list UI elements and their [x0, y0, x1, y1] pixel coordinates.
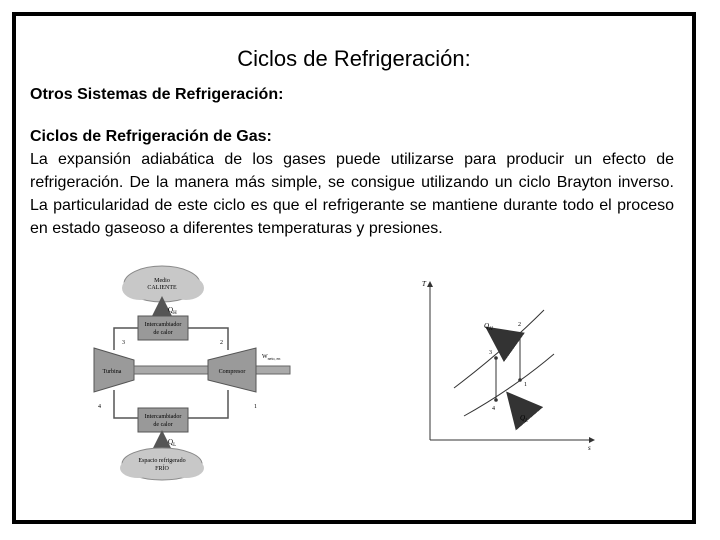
hx-top-label-2: de calor	[153, 330, 173, 336]
compressor-label: Compresor	[218, 369, 246, 375]
ts-ql-label: $Q_L$	[520, 414, 528, 424]
cold-space-label-1: Espacio refrigerado	[138, 458, 186, 464]
cold-space-label-2: FRÍO	[155, 466, 169, 472]
cycle-process-lines	[494, 332, 522, 402]
ts-state-2: 2	[518, 322, 521, 328]
hot-medium-label-1: Medio	[154, 278, 170, 284]
state-1-label: 1	[254, 404, 257, 410]
high-pressure-isobar	[454, 310, 544, 388]
s-axis-label: s	[588, 444, 591, 452]
ts-qh-label: $Q_H$	[484, 322, 493, 332]
qh-label: $Q_H$	[168, 306, 177, 316]
state-4-label: 4	[98, 404, 101, 410]
ts-diagram	[404, 270, 600, 452]
ts-axes	[422, 280, 594, 452]
hx-bottom-label-2: de calor	[153, 422, 173, 428]
slide-title: Ciclos de Refrigeración:	[237, 46, 471, 71]
hot-medium-cloud	[122, 266, 204, 302]
hx-top-label-1: Intercambiador	[144, 322, 182, 328]
ts-state-3: 3	[489, 350, 492, 356]
subtitle: Otros Sistemas de Refrigeración:	[30, 86, 284, 103]
body-paragraph: La expansión adiabática de los gases puede utilizarse para producir un efecto de refrigeración. De la manera más simple, se consigue utilizando un ciclo Brayton inverso. La particularidad de este ciclo es que el refrigerante se mantiene durante todo el proceso en estado gaseoso a diferentes temperaturas y presiones.	[30, 151, 674, 237]
section-heading: Ciclos de Refrigeración de Gas:	[30, 128, 272, 145]
hx-bottom-label-1: Intercambiador	[144, 414, 182, 420]
t-axis-label: T	[422, 280, 426, 288]
turbine	[94, 348, 134, 392]
state-3-label: 3	[122, 340, 125, 346]
w-net-label: $W_{neto, en}$	[262, 354, 281, 361]
ts-ql-arrow	[510, 396, 522, 410]
low-pressure-isobar	[464, 354, 554, 416]
turbine-label: Turbina	[102, 369, 122, 375]
hot-medium-label-2: CALIENTE	[147, 285, 177, 291]
brayton-cycle-schematic	[78, 258, 294, 484]
state-2-label: 2	[220, 340, 223, 346]
top-heat-exchanger	[138, 316, 188, 340]
cold-space-cloud	[120, 448, 204, 480]
bottom-heat-exchanger	[138, 408, 188, 432]
ts-state-1: 1	[524, 382, 527, 388]
ql-label: $Q_L$	[168, 438, 177, 448]
ts-state-4: 4	[492, 406, 495, 412]
compressor	[208, 348, 256, 392]
